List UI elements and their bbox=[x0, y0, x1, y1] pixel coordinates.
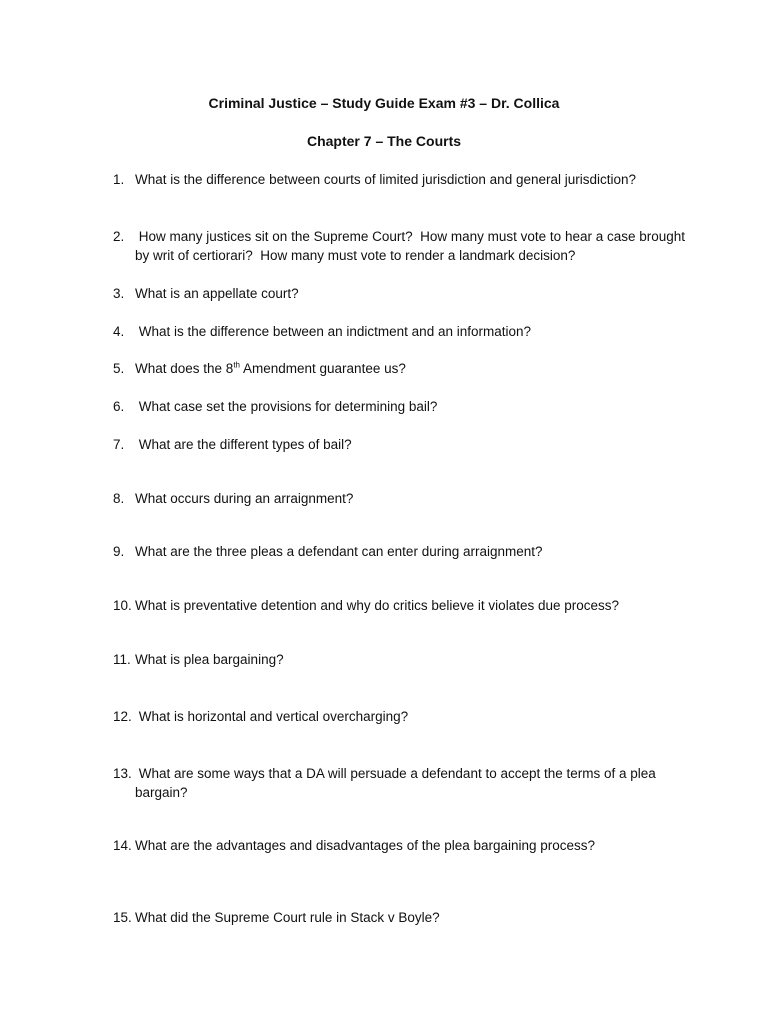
document-title: Criminal Justice – Study Guide Exam #3 – Dr. Collica bbox=[208, 95, 560, 111]
question-text: What occurs during an arraignment? bbox=[135, 491, 354, 506]
question-text: What are the different types of bail? bbox=[135, 437, 352, 452]
question-item bbox=[113, 435, 693, 454]
question-item bbox=[113, 650, 693, 669]
question-item bbox=[113, 227, 693, 265]
question-text: What is preventative detention and why do critics believe it violates due process? bbox=[135, 598, 620, 613]
question-item bbox=[113, 397, 693, 416]
question-item bbox=[113, 322, 693, 341]
question-text: What are the advantages and disadvantages of the plea bargaining process? bbox=[135, 838, 596, 853]
question-number: 2. bbox=[113, 229, 125, 244]
question-item bbox=[113, 764, 693, 802]
question-item bbox=[113, 170, 693, 189]
question-number: 12. bbox=[113, 709, 132, 724]
question-number: 4. bbox=[113, 324, 125, 339]
question-text bbox=[135, 359, 693, 378]
question-text: What is plea bargaining? bbox=[135, 652, 284, 667]
question-text: What did the Supreme Court rule in Stack v Boyle? bbox=[135, 910, 440, 925]
question-item bbox=[113, 707, 693, 726]
question-number: 11. bbox=[113, 652, 131, 667]
question-text: What are the three pleas a defendant can enter during arraignment? bbox=[135, 544, 543, 559]
question-text: What is the difference between an indictment and an information? bbox=[135, 324, 532, 339]
question-text: What case set the provisions for determining bail? bbox=[135, 399, 438, 414]
question-number: 15. bbox=[113, 910, 132, 925]
question-item bbox=[113, 542, 693, 561]
question-text-part: Amendment guarantee us? bbox=[239, 361, 406, 376]
question-text: What is the difference between courts of limited jurisdiction and general jurisdiction? bbox=[135, 172, 637, 187]
question-text: What is horizontal and vertical overcharging? bbox=[135, 709, 409, 724]
question-text: What are some ways that a DA will persuade a defendant to accept the terms of a plea bargain? bbox=[135, 766, 660, 800]
question-number: 9. bbox=[113, 544, 125, 559]
question-text-part: What does the 8 bbox=[135, 361, 234, 376]
question-item bbox=[113, 359, 693, 378]
question-text: What is an appellate court? bbox=[135, 286, 299, 301]
question-number: 10. bbox=[113, 598, 132, 613]
chapter-heading: Chapter 7 – The Courts bbox=[306, 133, 462, 149]
question-number: 8. bbox=[113, 491, 125, 506]
question-number: 14. bbox=[113, 838, 132, 853]
question-item bbox=[113, 284, 693, 303]
question-number: 3. bbox=[113, 286, 125, 301]
question-number: 13. bbox=[113, 766, 132, 781]
question-item bbox=[113, 836, 693, 855]
question-number: 1. bbox=[113, 172, 125, 187]
ordinal-suffix: th bbox=[233, 360, 240, 370]
question-text: How many justices sit on the Supreme Court? How many must vote to hear a case brought by writ of certiorari? How many must vote to render a landmark decision? bbox=[135, 229, 689, 263]
question-item bbox=[113, 489, 693, 508]
question-item bbox=[113, 596, 693, 615]
question-number: 7. bbox=[113, 437, 125, 452]
question-item bbox=[113, 908, 693, 927]
question-number: 5. bbox=[113, 361, 125, 376]
question-number: 6. bbox=[113, 399, 125, 414]
